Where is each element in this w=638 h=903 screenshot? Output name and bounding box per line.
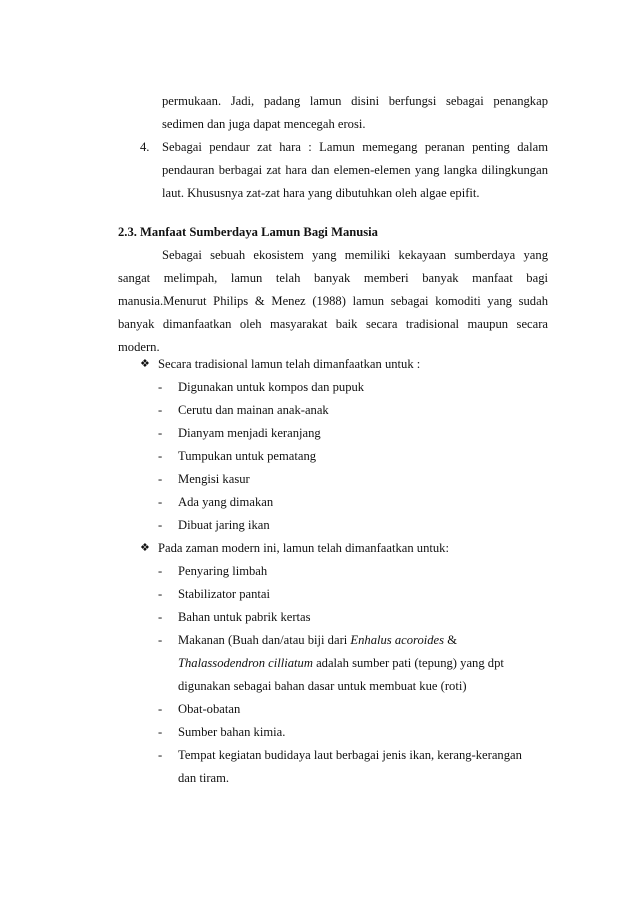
bullet2-title: Pada zaman modern ini, lamun telah dimanfaatkan untuk: (158, 541, 449, 555)
bullet1-title: Secara tradisional lamun telah dimanfaatkan untuk : (158, 357, 421, 371)
paragraph-line-4: banyak dimanfaatkan oleh masyarakat baik secara tradisional maupun secara (118, 317, 548, 331)
list-continuation-line-2: sedimen dan juga dapat mencegah erosi. (162, 117, 366, 131)
bullet1-item: Cerutu dan mainan anak-anak (178, 403, 329, 417)
paragraph-line-5: modern. (118, 340, 160, 354)
item4-line-1: Sebagai pendaur zat hara : Lamun memegang peranan penting dalam (162, 140, 548, 154)
section-heading: 2.3. Manfaat Sumberdaya Lamun Bagi Manusia (118, 225, 378, 239)
bullet2-item: Bahan untuk pabrik kertas (178, 610, 311, 624)
dash-bullet: - (158, 403, 163, 417)
bullet1-item: Tumpukan untuk pematang (178, 449, 317, 463)
food-item-line-1 (178, 632, 457, 648)
dash-bullet: - (158, 449, 163, 463)
bullet1-item: Digunakan untuk kompos dan pupuk (178, 380, 365, 394)
item4-line-2: pendauran berbagai zat hara dan elemen-elemen yang langka dilingkungan (162, 163, 548, 177)
dash-bullet: - (158, 702, 163, 716)
dash-bullet: - (158, 495, 163, 509)
bullet2-item: Stabilizator pantai (178, 587, 270, 601)
bullet2-item: Obat-obatan (178, 702, 241, 716)
dash-bullet: - (158, 610, 163, 624)
bullet1-item: Dianyam menjadi keranjang (178, 426, 321, 440)
dash-bullet: - (158, 633, 163, 647)
list-item-number: 4. (140, 140, 150, 154)
dash-bullet: - (158, 748, 163, 762)
dash-bullet: - (158, 587, 163, 601)
species-thalassodendron: Thalassodendron cilliatum (178, 656, 313, 670)
diamond-bullet-icon: ❖ (140, 542, 150, 554)
food-item-line-3: digunakan sebagai bahan dasar untuk membuat kue (roti) (178, 679, 467, 693)
bullet2-item: Penyaring limbah (178, 564, 268, 578)
paragraph-line-3: manusia.Menurut Philips & Menez (1988) lamun sebagai komoditi yang sudah (118, 294, 548, 308)
bullet1-item: Mengisi kasur (178, 472, 250, 486)
food-item-line-2-rest: adalah sumber pati (tepung) yang dpt (312, 656, 504, 670)
bullet2-item: Sumber bahan kimia. (178, 725, 286, 739)
food-item-prefix: Makanan (Buah dan/atau biji dari (178, 633, 351, 647)
food-item-amp: & (444, 633, 458, 647)
species-enhalus: Enhalus acoroides (350, 633, 445, 647)
last-item-line-2: dan tiram. (178, 771, 230, 785)
last-item-line-1: Tempat kegiatan budidaya laut berbagai jenis ikan, kerang-kerangan (178, 748, 522, 762)
item4-line-3: laut. Khususnya zat-zat hara yang dibutuhkan oleh algae epifit. (162, 186, 480, 200)
dash-bullet: - (158, 564, 163, 578)
food-item-line-2 (178, 655, 504, 671)
diamond-bullet-icon: ❖ (140, 358, 150, 370)
bullet1-item: Ada yang dimakan (178, 495, 274, 509)
paragraph-line-1: Sebagai sebuah ekosistem yang memiliki kekayaan sumberdaya yang (162, 248, 548, 262)
dash-bullet: - (158, 380, 163, 394)
dash-bullet: - (158, 518, 163, 532)
dash-bullet: - (158, 426, 163, 440)
bullet1-item: Dibuat jaring ikan (178, 518, 270, 532)
dash-bullet: - (158, 725, 163, 739)
list-continuation-line-1: permukaan. Jadi, padang lamun disini berfungsi sebagai penangkap (162, 94, 548, 108)
paragraph-line-2: sangat melimpah, lamun telah banyak memberi banyak manfaat bagi (118, 271, 548, 285)
dash-bullet: - (158, 472, 163, 486)
